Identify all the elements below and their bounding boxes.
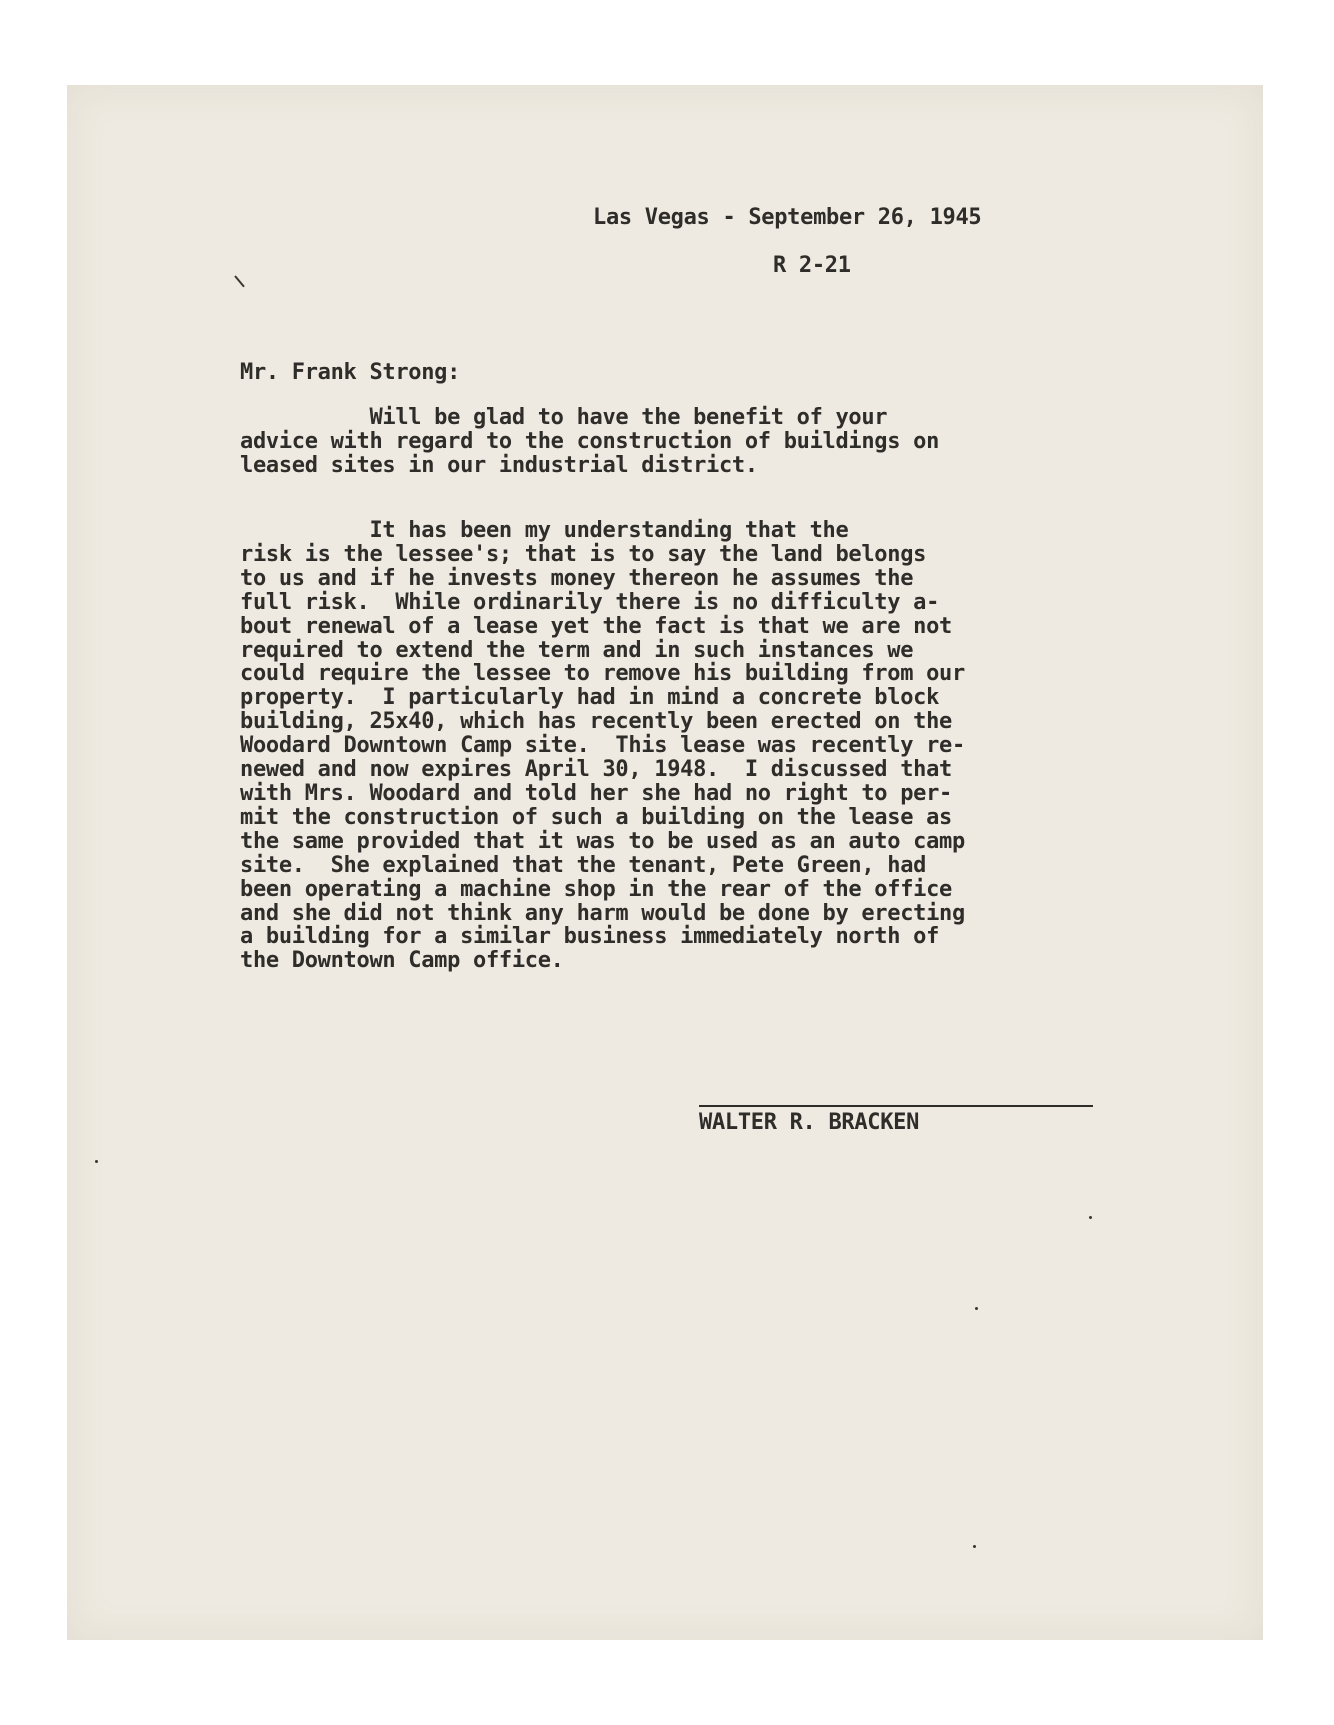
paper-speck [973,1545,976,1548]
signature-line [699,1105,1093,1107]
paper-speck [975,1307,978,1310]
letter-page [67,85,1263,1640]
reference-code: R 2-21 [773,253,851,278]
body-paragraph-1: Will be glad to have the benefit of your advice with regard to the construction of buildings on leased sites in our industrial district. [240,405,940,478]
salutation: Mr. Frank Strong: [240,360,461,385]
pencil-mark [234,275,245,287]
body-paragraph-2: It has been my understanding that the risk is the lessee's; that is to say the land belongs to us and if he invests money thereon he assumes the full risk. While ordinarily there is no difficulty a- bout renewal of a lease yet the fact is that we are not required to extend the term and in such instances we could require the lessee to remove his building from our property. I particularly had in mind a concrete block building, 25x40, which has recently been erected on the Woodard Downtown Camp site. This lease was recently re- newed and now expires April 30, 1948. I discussed that with Mrs. Woodard and told her she had no right to per- mit the construction of such a building on the lease as the same provided that it was to be used as an auto camp site. She explained that the tenant, Pete Green, had been operating a machine shop in the rear of the office and she did not think any harm would be done by erecting a building for a similar business immediately north of the Downtown Camp office. [240,518,965,974]
dateline: Las Vegas - September 26, 1945 [593,205,982,230]
paper-speck [1089,1216,1092,1219]
paper-speck [95,1160,98,1163]
signature-name: WALTER R. BRACKEN [699,1110,920,1135]
